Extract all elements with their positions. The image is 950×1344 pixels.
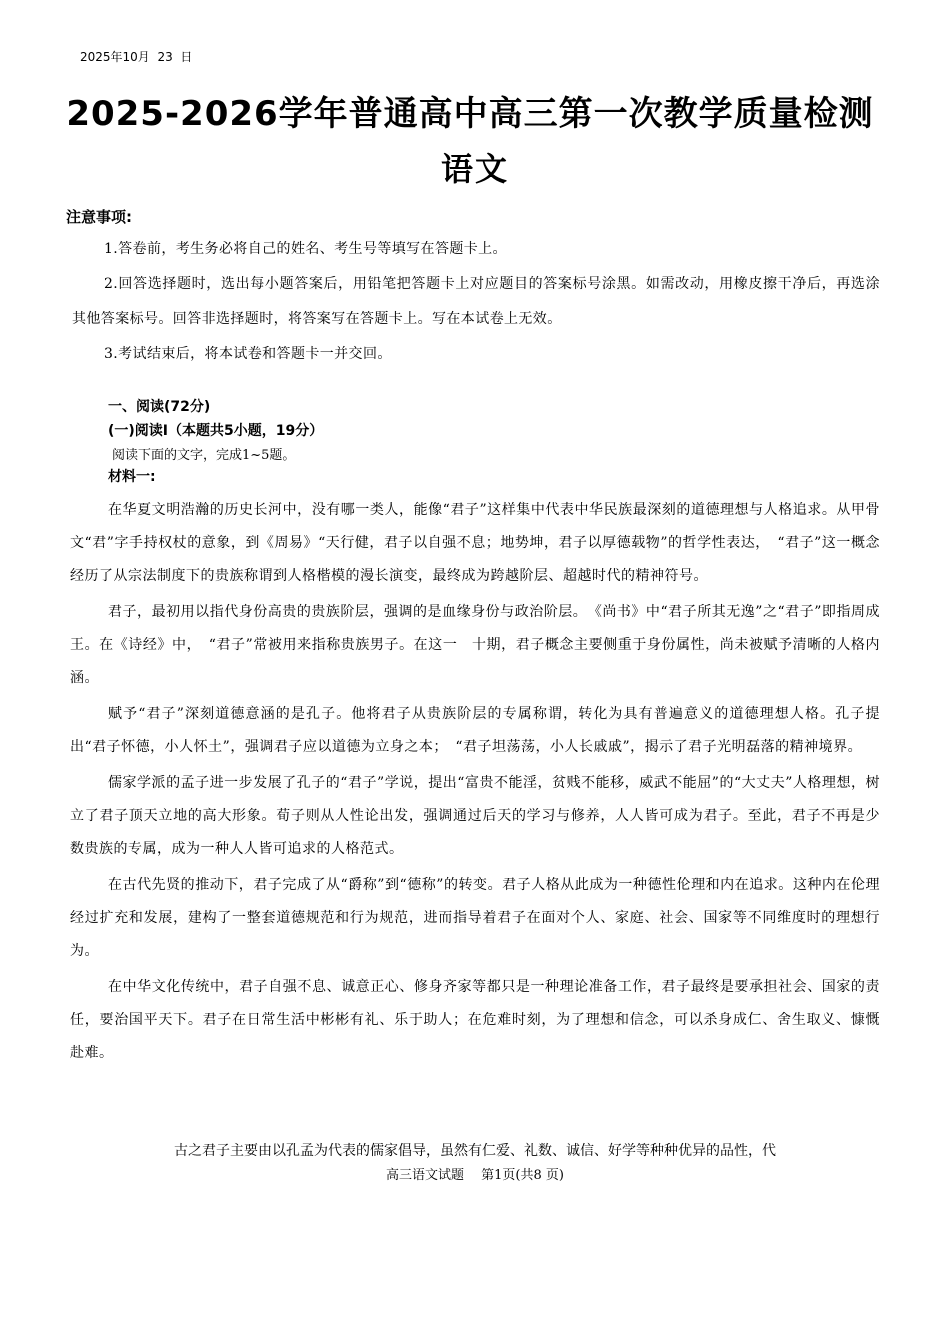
passage-paragraph: 在中华文化传统中，君子自强不息、诚意正心、修身齐家等都只是一种理论准备工作，君子最终是要承担社会、国家的责任，要治国平天下。君子在日常生活中彬彬有礼、乐于助人；在危难时刻，为了理想和信念，可以杀身成仁、舍生取义、慷慨赴难。	[70, 979, 880, 1061]
notice-heading: 注意事项:	[66, 208, 132, 226]
passage-paragraph: 赋予“君子”深刻道德意涵的是孔子。他将君子从贵族阶层的专属称谓，转化为具有普遍意义的道德理想人格。孔子提出“君子怀德，小人怀土”，强调君子应以道德为立身之本； “君子坦荡荡，小人长戚戚”，揭示了君子光明磊落的精神境界。	[70, 706, 880, 755]
exam-date: 2025年10月 23 日	[80, 50, 193, 64]
passage-paragraph: 君子，最初用以指代身份高贵的贵族阶层，强调的是血缘身份与政治阶层。 《尚书》中“君子所其无逸”之“君子”即指周成王。在《诗经》中， “君子”常被用来指称贵族男子。在这一 十期，君子概念主要侧重于身份属性，尚未被赋予清晰的人格内涵。	[70, 604, 880, 686]
passage-paragraph: 儒家学派的孟子进一步发展了孔子的“君子”学说，提出“富贵不能淫，贫贱不能移，威武不能屈”的“大丈夫”人格理想，树立了君子顶天立地的高大形象。荀子则从人性论出发，强调通过后天的学习与修养，人人皆可成为君子。至此，君子不再是少数贵族的专属，成为一种人人皆可追求的人格范式。	[70, 775, 880, 857]
passage-paragraph: 在华夏文明浩瀚的历史长河中，没有哪一类人，能像“君子”这样集中代表中华民族最深刻的道德理想与人格追求。从甲骨文“君”字手持权杖的意象，到《周易》“天行健，君子以自强不息；地势坤，君子以厚德载物”的哲学性表达， “君子”这一概念经历了从宗法制度下的贵族称谓到人格楷模的漫长演变，最终成为跨越阶层、超越时代的精神符号。	[70, 502, 880, 584]
notice-list	[72, 232, 880, 372]
passage-paragraph: 在古代先贤的推动下，君子完成了从“爵称”到“德称”的转变。君子人格从此成为一种德性伦理和内在追求。这种内在伦理经过扩充和发展，建构了一整套道德规范和行为规范，进而指导着君子在面对个人、家庭、社会、国家等不同维度时的理想行为。	[70, 877, 880, 959]
notice-item: 3.考试结束后，将本试卷和答题卡一并交回。	[104, 346, 392, 362]
section-subheading: (一)阅读Ⅰ（本题共5小题，19分）	[108, 423, 324, 439]
section-heading: 一、阅读(72分)	[108, 399, 211, 415]
reading-passage	[70, 494, 880, 1073]
continued-paragraph: 古之君子主要由以孔孟为代表的儒家倡导，虽然有仁爱、礼数、诚信、好学等种种优异的品性，代	[174, 1143, 776, 1159]
notice-item: 1.答卷前，考生务必将自己的姓名、考生号等填写在答题卡上。	[104, 241, 507, 257]
notice-item: 2.回答选择题时，选出每小题答案后，用铅笔把答题卡上对应题目的答案标号涂黑。如需改动，用橡皮擦干净后，再选涂其他答案标号。回答非选择题时，将答案写在答题卡上。写在本试卷上无效。	[72, 276, 880, 327]
material-label: 材料一:	[108, 469, 156, 485]
page-footer: 高三语文试题 第1页(共8 页)	[386, 1168, 564, 1183]
subject-title: 语文	[440, 150, 509, 188]
exam-title: 2025-2026学年普通高中高三第一次教学质量检测	[66, 94, 874, 134]
section-instruction: 阅读下面的文字，完成1~5题。	[112, 448, 296, 463]
